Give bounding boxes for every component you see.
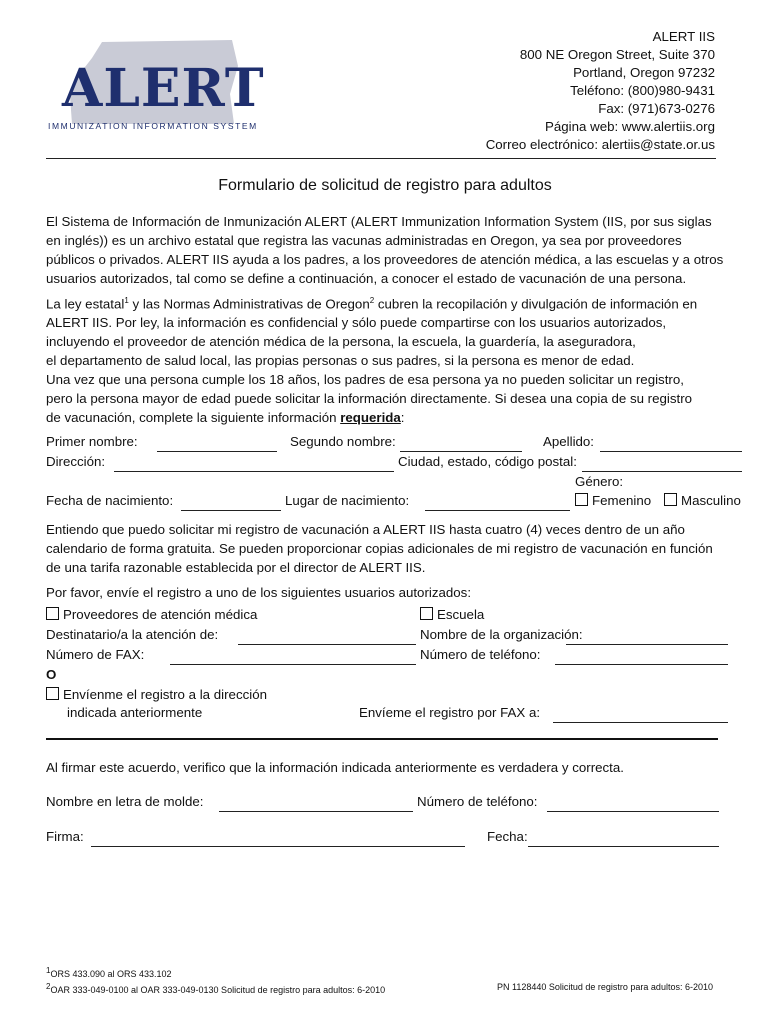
address-field[interactable] <box>114 471 394 472</box>
male-label: Masculino <box>681 493 741 508</box>
text-line: de una tarifa razonable establecida por el director de ALERT IIS. <box>46 560 426 575</box>
or-label: O <box>46 667 57 682</box>
mail-label-cont: indicada anteriormente <box>67 705 203 720</box>
text-line: de vacunación, complete la siguiente información requerida: <box>46 410 405 425</box>
city-label: Ciudad, estado, código postal: <box>398 454 577 469</box>
mail-checkbox[interactable] <box>46 687 59 700</box>
text-line: el departamento de salud local, las propias personas o sus padres, si la persona es menor de edad. <box>46 353 635 369</box>
required-emphasis: requerida <box>340 410 401 425</box>
city-field[interactable] <box>582 471 742 472</box>
logo-wordmark: ALERT <box>62 58 265 119</box>
footnote-2: $^2$OAR 333-049-0100 al OAR 333-049-0130 Solicitud de registro para adultos: 6-2010 <box>46 982 386 995</box>
signature-field[interactable] <box>91 846 465 847</box>
eligibility-paragraph <box>46 370 736 427</box>
text-line: Entiendo que puedo solicitar mi registro de vacunación a ALERT IIS hasta cuatro (4) veces dentro de un año <box>46 522 685 537</box>
intro-paragraph <box>46 212 736 288</box>
male-checkbox[interactable] <box>664 493 677 506</box>
first-name-field[interactable] <box>157 451 277 452</box>
phone-field[interactable] <box>555 664 728 665</box>
alert-logo <box>44 36 265 136</box>
male-option[interactable] <box>664 493 741 508</box>
fax-me-label: Envíeme el registro por FAX a: <box>359 705 541 720</box>
providers-option[interactable] <box>46 607 257 622</box>
date-field[interactable] <box>528 846 719 847</box>
address-line: Portland, Oregon 97232 <box>573 65 715 80</box>
header-divider <box>46 158 716 159</box>
text-line: ALERT IIS. Por ley, la información es confidencial y sólo puede compartirse con los usuarios autorizados, <box>46 315 667 331</box>
sign-phone-label: Número de teléfono: <box>417 794 538 809</box>
fax-me-field[interactable] <box>553 722 728 723</box>
address-line: Teléfono: (800)980-9431 <box>570 83 715 98</box>
sign-phone-field[interactable] <box>547 811 719 812</box>
form-number: PN 1128440 Solicitud de registro para adultos: 6-2010 <box>497 982 713 992</box>
address-label: Dirección: <box>46 454 106 469</box>
text-line: calendario de forma gratuita. Se pueden proporcionar copias adicionales de mi registro de vacunación en función <box>46 541 713 556</box>
text-line: pero la persona mayor de edad puede solicitar la información directamente. Si desea una copia de su registro <box>46 391 693 406</box>
date-label: Fecha: <box>487 829 528 844</box>
first-name-label: Primer nombre: <box>46 434 138 449</box>
attention-label: Destinatario/a la atención de: <box>46 627 219 642</box>
free-copies-paragraph <box>46 520 736 577</box>
form-title: Formulario de solicitud de registro para adultos <box>218 177 552 194</box>
signature-label: Firma: <box>46 829 84 844</box>
send-intro: Por favor, envíe el registro a uno de los siguientes usuarios autorizados: <box>46 585 472 600</box>
dob-field[interactable] <box>181 510 281 511</box>
middle-name-field[interactable] <box>400 451 522 452</box>
text-line: La ley estatal$^1$ y las Normas Administrativas de Oregon$^2$ cubren la recopilación y divulgación de información en <box>46 296 698 312</box>
law-paragraph <box>46 291 736 370</box>
agency-address <box>486 28 715 154</box>
school-checkbox[interactable] <box>420 607 433 620</box>
text-line: públicos o privados. ALERT IIS ayuda a los padres, a los proveedores de atención médica, a las escuelas y a otros <box>46 252 724 267</box>
school-label: Escuela <box>437 607 485 622</box>
text-line: Una vez que una persona cumple los 18 años, los padres de esa persona ya no pueden solicitar un registro, <box>46 372 684 387</box>
org-field[interactable] <box>566 644 728 645</box>
providers-label: Proveedores de atención médica <box>63 607 258 622</box>
female-option[interactable] <box>575 493 651 508</box>
gender-label: Género: <box>575 474 624 489</box>
logo-tagline: IMMUNIZATION INFORMATION SYSTEM <box>48 121 258 131</box>
address-line: Fax: (971)673-0276 <box>598 101 715 116</box>
text-line: usuarios autorizados, tal como se define a continuación, a conocer el estado de vacunación de una persona. <box>46 271 687 286</box>
last-name-label: Apellido: <box>543 434 595 449</box>
address-line: 800 NE Oregon Street, Suite 370 <box>519 47 715 62</box>
print-name-field[interactable] <box>219 811 413 812</box>
signature-statement: Al firmar este acuerdo, verifico que la información indicada anteriormente es verdadera y correcta. <box>46 760 624 775</box>
section-divider <box>46 738 718 740</box>
address-line: Página web: www.alertiis.org <box>545 119 715 134</box>
org-label: Nombre de la organización: <box>420 627 583 642</box>
birthplace-field[interactable] <box>425 510 570 511</box>
birthplace-label: Lugar de nacimiento: <box>285 493 410 508</box>
mail-option[interactable] <box>46 687 267 702</box>
address-line: Correo electrónico: alertiis@state.or.us <box>485 137 715 152</box>
dob-label: Fecha de nacimiento: <box>46 493 174 508</box>
text-line: incluyendo el proveedor de atención médica de la persona, la escuela, la guardería, la aseguradora, <box>46 334 636 350</box>
female-checkbox[interactable] <box>575 493 588 506</box>
attention-field[interactable] <box>238 644 416 645</box>
text-line: en inglés)) es un archivo estatal que registra las vacunas administradas en Oregon, ya sea por proveedores <box>46 233 682 248</box>
mail-label: Envíenme el registro a la dirección <box>63 687 267 702</box>
fax-label: Número de FAX: <box>46 647 145 662</box>
fax-field[interactable] <box>170 664 416 665</box>
print-name-label: Nombre en letra de molde: <box>46 794 204 809</box>
providers-checkbox[interactable] <box>46 607 59 620</box>
footnote-1: $^1$ORS 433.090 al ORS 433.102 <box>46 966 172 979</box>
text-line: El Sistema de Información de Inmunización ALERT (ALERT Immunization Information System (IIS, por sus siglas <box>46 214 712 229</box>
school-option[interactable] <box>420 607 484 622</box>
phone-label: Número de teléfono: <box>420 647 541 662</box>
address-line: ALERT IIS <box>652 29 715 44</box>
middle-name-label: Segundo nombre: <box>290 434 396 449</box>
female-label: Femenino <box>592 493 652 508</box>
last-name-field[interactable] <box>600 451 742 452</box>
